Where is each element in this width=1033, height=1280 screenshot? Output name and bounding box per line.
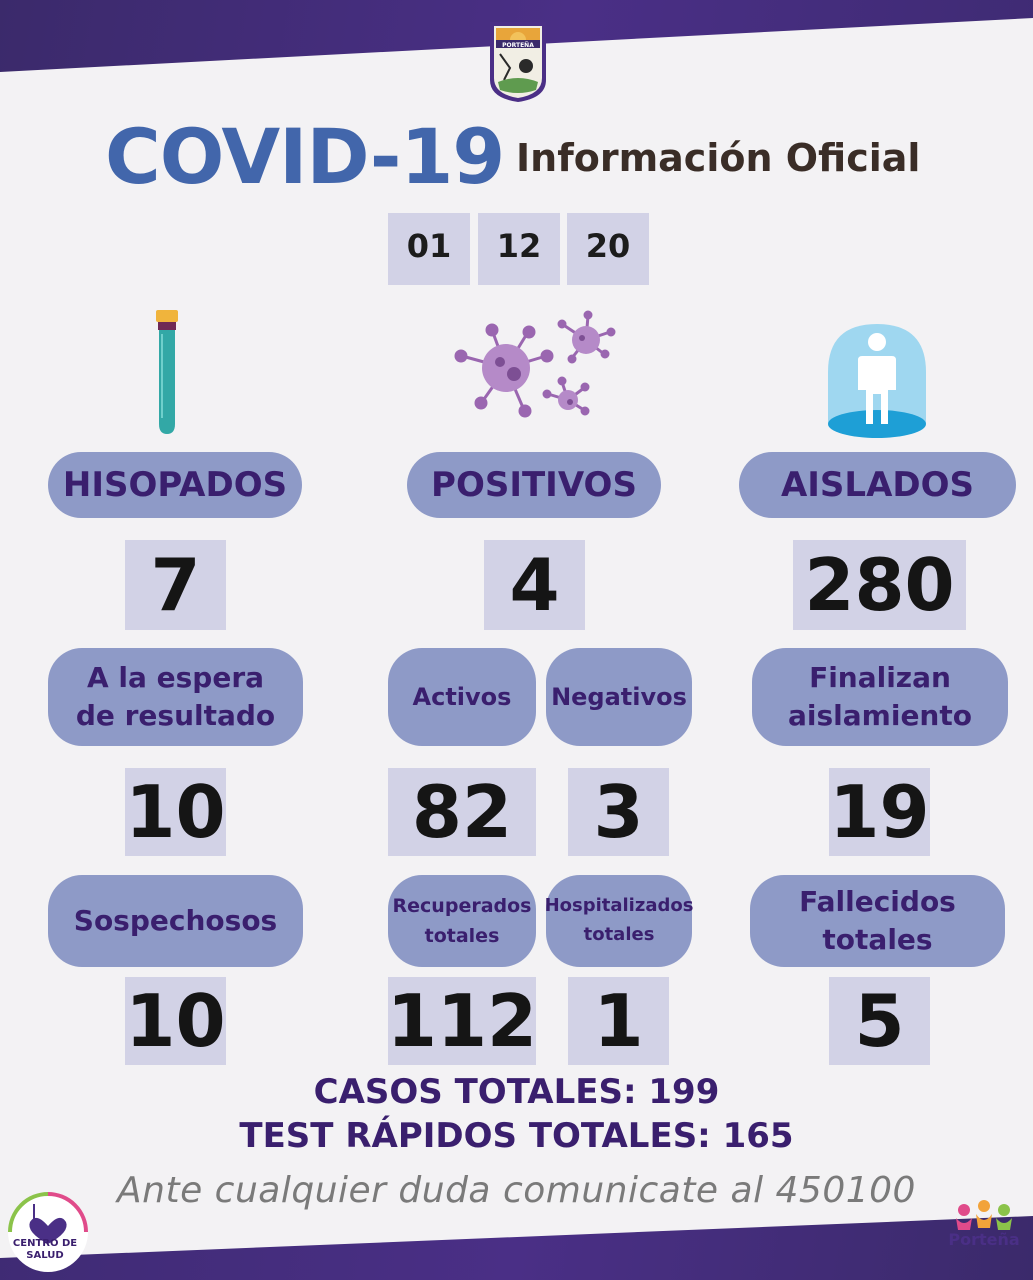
aislados-value: 280 xyxy=(793,540,966,630)
finalizan-aislamiento-value: 19 xyxy=(829,770,930,854)
date-month: 12 xyxy=(478,213,560,285)
espera-resultado-label: A la espera de resultado xyxy=(48,648,303,746)
activos-value: 82 xyxy=(388,768,536,856)
contact-phone-text: Ante cualquier duda comunicate al 450100 xyxy=(117,1170,916,1211)
recuperados-totales-value: 112 xyxy=(386,979,538,1063)
finalizan-aislamiento-label: Finalizan aislamiento xyxy=(752,648,1008,746)
recuperados-totales-label: Recuperados totales xyxy=(388,875,536,967)
positivos-label: POSITIVOS xyxy=(407,452,661,518)
activos-label: Activos xyxy=(388,648,536,746)
negativos-label: Negativos xyxy=(546,648,692,746)
espera-resultado-value: 10 xyxy=(125,770,226,854)
negativos-value: 3 xyxy=(568,768,669,856)
aislados-label: AISLADOS xyxy=(739,452,1016,518)
virus-icon xyxy=(452,310,617,420)
sospechosos-label: Sospechosos xyxy=(48,875,303,967)
portena-logo-label: Porteña xyxy=(948,1230,1020,1249)
date-year: 20 xyxy=(567,213,649,285)
date-day: 01 xyxy=(388,213,470,285)
porteña-shield-logo xyxy=(488,18,548,104)
page-subtitle: Información Oficial xyxy=(516,136,921,180)
casos-totales: CASOS TOTALES: 199 xyxy=(313,1072,720,1112)
sospechosos-value: 10 xyxy=(125,979,226,1063)
centro-de-salud-label: CENTRO DE SALUD xyxy=(12,1238,78,1261)
test-rapidos-totales: TEST RÁPIDOS TOTALES: 165 xyxy=(239,1116,794,1156)
svg-text:PORTEÑA: PORTEÑA xyxy=(502,42,534,49)
bottom-band xyxy=(0,1210,1033,1280)
positivos-value: 4 xyxy=(484,540,585,630)
fallecidos-totales-label: Fallecidos totales xyxy=(750,875,1005,967)
test-tube-icon xyxy=(150,308,184,438)
hisopados-value: 7 xyxy=(125,540,226,630)
isolated-person-icon xyxy=(824,320,930,442)
hospitalizados-totales-value: 1 xyxy=(568,977,669,1065)
hospitalizados-totales-label: Hospitalizados totales xyxy=(546,875,692,967)
fallecidos-totales-value: 5 xyxy=(829,977,930,1065)
hisopados-label: HISOPADOS xyxy=(48,452,302,518)
page-title: COVID-19 xyxy=(105,112,505,201)
